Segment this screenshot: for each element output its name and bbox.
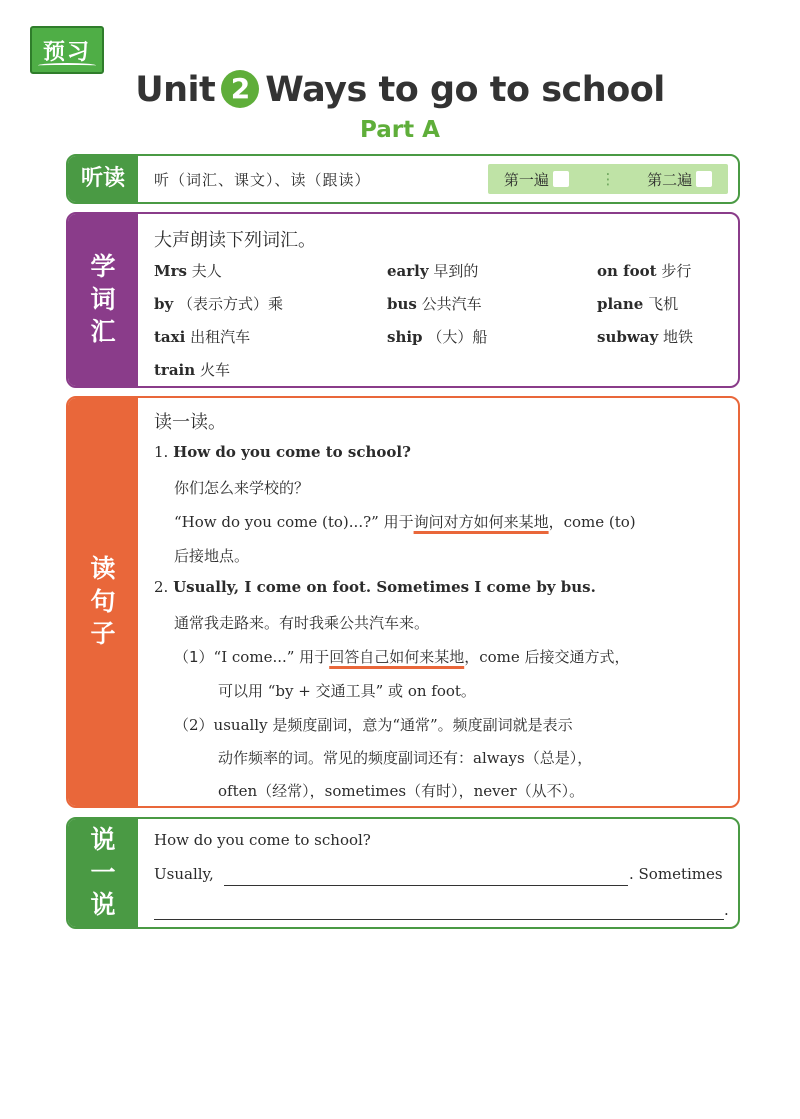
note-text: ，come (to) <box>548 513 636 531</box>
speak-label-char: 说 <box>90 890 116 920</box>
sentence-1-english: How do you come to school? <box>173 443 411 461</box>
part-title: Part A <box>360 117 440 143</box>
pass-separator: ⋮ <box>600 170 616 188</box>
unit-name: Ways to go to school <box>265 70 665 110</box>
second-pass-label: 第二遍 <box>647 170 693 189</box>
sentence-label-char: 读 <box>90 554 116 584</box>
vocab-label-char: 词 <box>90 284 116 314</box>
first-pass-label: 第一遍 <box>503 170 549 189</box>
vocab-en: train <box>154 361 196 379</box>
note-2-number: （2） <box>174 716 214 734</box>
note-text: “I come...” 用于 <box>213 648 330 666</box>
vocab-item <box>597 260 691 281</box>
vocab-en: subway <box>597 328 659 346</box>
vocab-zh: 早到的 <box>433 262 479 280</box>
first-pass-checkbox[interactable] <box>553 171 569 187</box>
vocab-label-char: 学 <box>90 252 116 282</box>
sentence-heading: 读一读。 <box>154 412 226 433</box>
first-pass <box>504 169 569 190</box>
vocab-item <box>154 359 230 380</box>
vocab-item <box>597 326 693 347</box>
preview-badge: 预习 <box>30 26 104 74</box>
vocab-item <box>387 260 478 281</box>
vocabulary-label <box>68 214 138 386</box>
vocab-en: taxi <box>154 328 186 346</box>
vocab-zh: 飞机 <box>648 295 679 313</box>
speak-label-char: 说 <box>90 825 116 855</box>
speak-panel <box>66 817 740 929</box>
sentence-label-char: 句 <box>90 586 116 616</box>
note-1-number: （1） <box>174 648 214 666</box>
answer-blank-2[interactable] <box>154 919 724 920</box>
sentence-2-translation: 通常我走路来。有时我乘公共汽车来。 <box>174 614 430 632</box>
sentence-1-note <box>174 511 636 532</box>
vocab-en: Mrs <box>154 262 187 280</box>
vocab-zh: 夫人 <box>191 262 222 280</box>
end-period: . <box>724 901 729 919</box>
vocab-item <box>154 326 250 347</box>
unit-title <box>0 70 800 110</box>
vocab-en: ship <box>387 328 423 346</box>
note-1 <box>174 646 630 667</box>
answer-blank-1[interactable] <box>224 885 628 886</box>
vocab-zh: （大）船 <box>427 328 488 346</box>
vocabulary-heading: 大声朗读下列词汇。 <box>154 230 316 251</box>
note-highlight: 回答自己如何来某地 <box>329 648 465 666</box>
unit-number: 2 <box>221 70 259 108</box>
vocab-label-char: 汇 <box>90 317 116 347</box>
vocab-zh: 出租汽车 <box>190 328 251 346</box>
listen-instruction: 听（词汇、课文）、读（跟读） <box>154 171 371 189</box>
vocab-en: bus <box>387 295 417 313</box>
vocab-en: by <box>154 295 174 313</box>
vocab-item <box>387 326 487 347</box>
sentence-1-note-cont: 后接地点。 <box>174 547 250 565</box>
pass-checklist <box>488 164 728 194</box>
speak-label-char: 一 <box>90 857 116 887</box>
vocab-zh: 地铁 <box>662 328 693 346</box>
sentence-2 <box>154 578 596 596</box>
vocab-item <box>387 293 482 314</box>
sentence-2-english: Usually, I come on foot. Sometimes I come by bus. <box>173 578 596 596</box>
note-2-cont: 动作频率的词。常见的频度副词还有：always（总是）， <box>218 749 593 767</box>
sentence-label <box>68 398 138 806</box>
vocab-zh: 火车 <box>199 361 230 379</box>
vocab-item <box>597 293 678 314</box>
note-text: “How do you come (to)...?” 用于 <box>174 513 414 531</box>
sentence-label-char: 子 <box>90 619 116 649</box>
note-text: ，come 后接交通方式， <box>464 648 630 666</box>
sentence-panel <box>66 396 740 808</box>
note-text: usually 是频度副词，意为“通常”。频度副词就是表示 <box>213 716 573 734</box>
speak-question: How do you come to school? <box>154 831 371 849</box>
unit-prefix: Unit <box>135 70 216 110</box>
vocab-item <box>154 293 283 314</box>
vocab-zh: （表示方式）乘 <box>178 295 284 313</box>
listen-read-label: 听读 <box>68 156 138 202</box>
note-2-cont: often（经常），sometimes（有时），never（从不）。 <box>218 782 585 800</box>
sometimes-prompt: . Sometimes <box>629 865 723 883</box>
second-pass <box>647 169 712 190</box>
sentence-1-number: 1. <box>154 443 169 461</box>
sentence-2-number: 2. <box>154 578 169 596</box>
speak-label <box>68 819 138 927</box>
vocab-zh: 公共汽车 <box>421 295 482 313</box>
vocab-en: plane <box>597 295 644 313</box>
second-pass-checkbox[interactable] <box>696 171 712 187</box>
note-2 <box>174 714 573 735</box>
usually-prompt: Usually, <box>154 865 214 883</box>
note-1-cont: 可以用 “by + 交通工具” 或 on foot。 <box>218 682 476 700</box>
vocab-en: early <box>387 262 429 280</box>
vocab-item <box>154 260 222 281</box>
sentence-1 <box>154 443 411 461</box>
vocab-en: on foot <box>597 262 657 280</box>
vocab-zh: 步行 <box>661 262 692 280</box>
sentence-1-translation: 你们怎么来学校的？ <box>174 479 310 497</box>
note-highlight: 询问对方如何来某地 <box>413 513 549 531</box>
listen-read-panel <box>66 154 740 204</box>
vocabulary-panel <box>66 212 740 388</box>
